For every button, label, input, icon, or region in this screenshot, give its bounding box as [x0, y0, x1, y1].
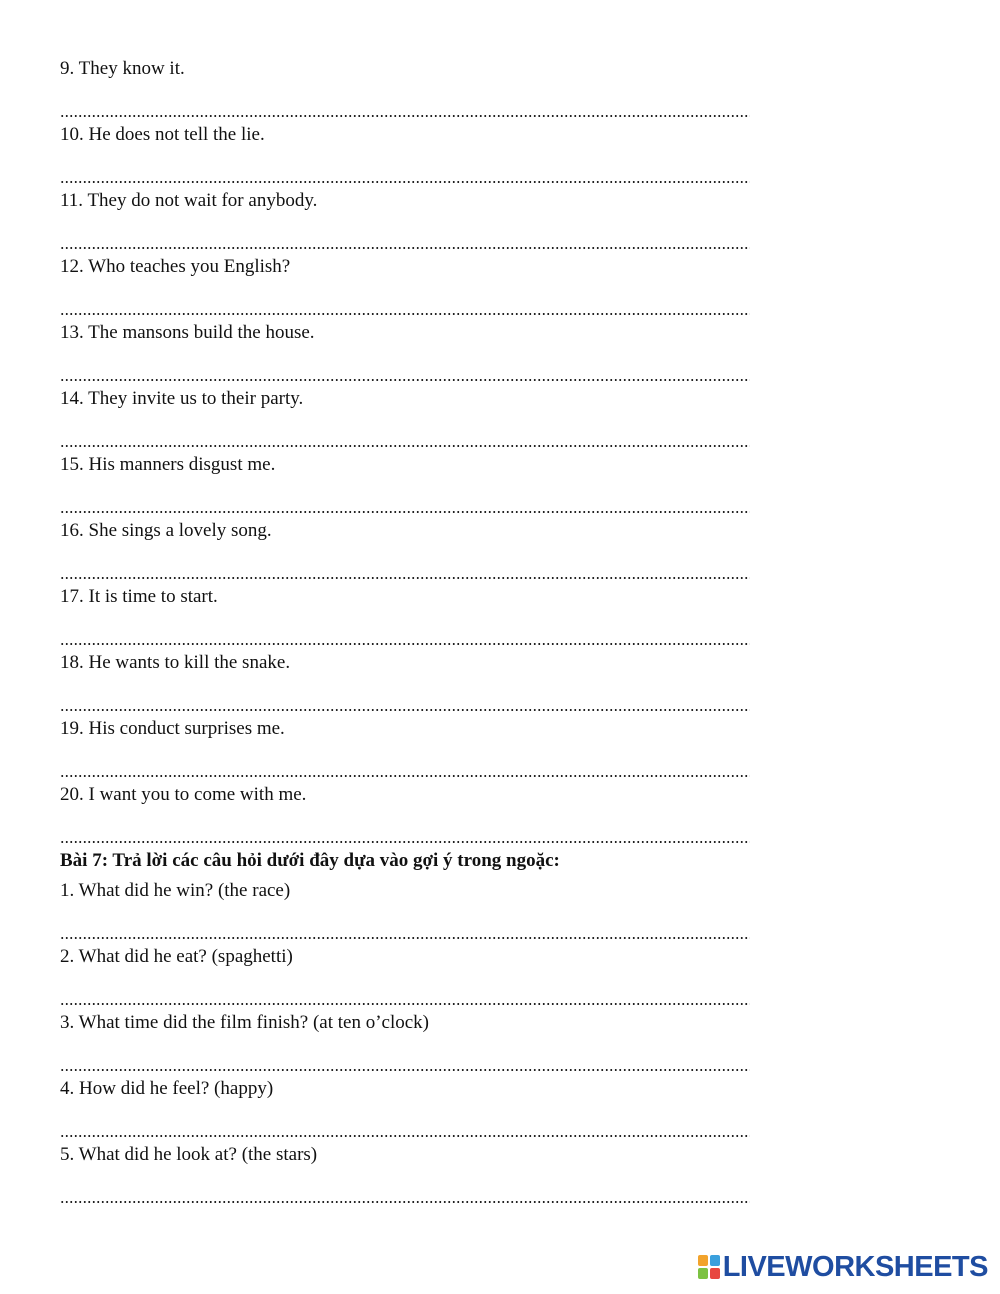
exercise-7-item-2 [60, 945, 760, 1011]
question-item-13 [60, 321, 760, 387]
question-item-18 [60, 651, 760, 717]
question-text: 9. They know it. [60, 58, 185, 79]
question-item-14 [60, 387, 760, 453]
logo-grid-icon [698, 1255, 720, 1279]
exercise-7-heading: Bài 7: Trả lời các câu hỏi dưới đây dựa vào gợi ý trong ngoặc: [60, 850, 560, 871]
answer-field[interactable] [60, 227, 750, 255]
question-text: 19. His conduct surprises me. [60, 718, 285, 739]
answer-field[interactable] [60, 689, 750, 717]
question-item-16 [60, 519, 760, 585]
question-text: 5. What did he look at? (the stars) [60, 1144, 318, 1165]
question-item-17 [60, 585, 760, 651]
liveworksheets-logo[interactable] [698, 1252, 988, 1282]
question-text: 13. The mansons build the house. [60, 322, 315, 343]
exercise-7-item-4 [60, 1077, 760, 1143]
question-text: 11. They do not wait for anybody. [60, 190, 318, 211]
answer-input[interactable] [60, 623, 750, 645]
answer-input[interactable] [60, 689, 750, 711]
answer-field[interactable] [60, 425, 750, 453]
question-text: 16. She sings a lovely song. [60, 520, 272, 541]
answer-input[interactable] [60, 557, 750, 579]
question-text: 2. What did he eat? (spaghetti) [60, 946, 293, 967]
answer-field[interactable] [60, 293, 750, 321]
answer-field[interactable] [60, 95, 750, 123]
answer-field[interactable] [60, 983, 750, 1011]
answer-input[interactable] [60, 1115, 750, 1137]
question-item-15 [60, 453, 760, 519]
answer-input[interactable] [60, 359, 750, 381]
answer-input[interactable] [60, 1049, 750, 1071]
answer-input[interactable] [60, 983, 750, 1005]
answer-field[interactable] [60, 1115, 750, 1143]
answer-input[interactable] [60, 293, 750, 315]
answer-input[interactable] [60, 227, 750, 249]
answer-input[interactable] [60, 161, 750, 183]
question-item-9 [60, 57, 760, 123]
answer-field[interactable] [60, 557, 750, 585]
exercise-7-item-1 [60, 879, 760, 945]
exercise-7-item-5 [60, 1143, 760, 1209]
answer-input[interactable] [60, 95, 750, 117]
answer-input[interactable] [60, 491, 750, 513]
question-item-20 [60, 783, 760, 849]
question-text: 3. What time did the film finish? (at ten o’clock) [60, 1012, 429, 1033]
question-text: 15. His manners disgust me. [60, 454, 276, 475]
answer-field[interactable] [60, 1049, 750, 1077]
answer-field[interactable] [60, 755, 750, 783]
logo-square-green [698, 1268, 708, 1279]
question-text: 1. What did he win? (the race) [60, 880, 291, 901]
question-item-10 [60, 123, 760, 189]
answer-input[interactable] [60, 755, 750, 777]
question-item-19 [60, 717, 760, 783]
question-item-11 [60, 189, 760, 255]
logo-text: LIVEWORKSHEETS [722, 1251, 988, 1283]
question-item-12 [60, 255, 760, 321]
answer-field[interactable] [60, 821, 750, 849]
question-text: 10. He does not tell the lie. [60, 124, 265, 145]
logo-square-orange [698, 1255, 708, 1266]
question-text: 4. How did he feel? (happy) [60, 1078, 274, 1099]
answer-input[interactable] [60, 425, 750, 447]
answer-input[interactable] [60, 821, 750, 843]
worksheet [60, 57, 760, 1209]
question-text: 17. It is time to start. [60, 586, 218, 607]
question-text: 18. He wants to kill the snake. [60, 652, 291, 673]
answer-field[interactable] [60, 623, 750, 651]
logo-square-blue [710, 1255, 720, 1266]
answer-input[interactable] [60, 1181, 750, 1203]
answer-field[interactable] [60, 917, 750, 945]
answer-field[interactable] [60, 359, 750, 387]
answer-field[interactable] [60, 491, 750, 519]
exercise-7-item-3 [60, 1011, 760, 1077]
answer-input[interactable] [60, 917, 750, 939]
question-text: 14. They invite us to their party. [60, 388, 304, 409]
answer-field[interactable] [60, 161, 750, 189]
question-text: 12. Who teaches you English? [60, 256, 291, 277]
answer-field[interactable] [60, 1181, 750, 1209]
logo-square-red [710, 1268, 720, 1279]
question-text: 20. I want you to come with me. [60, 784, 307, 805]
